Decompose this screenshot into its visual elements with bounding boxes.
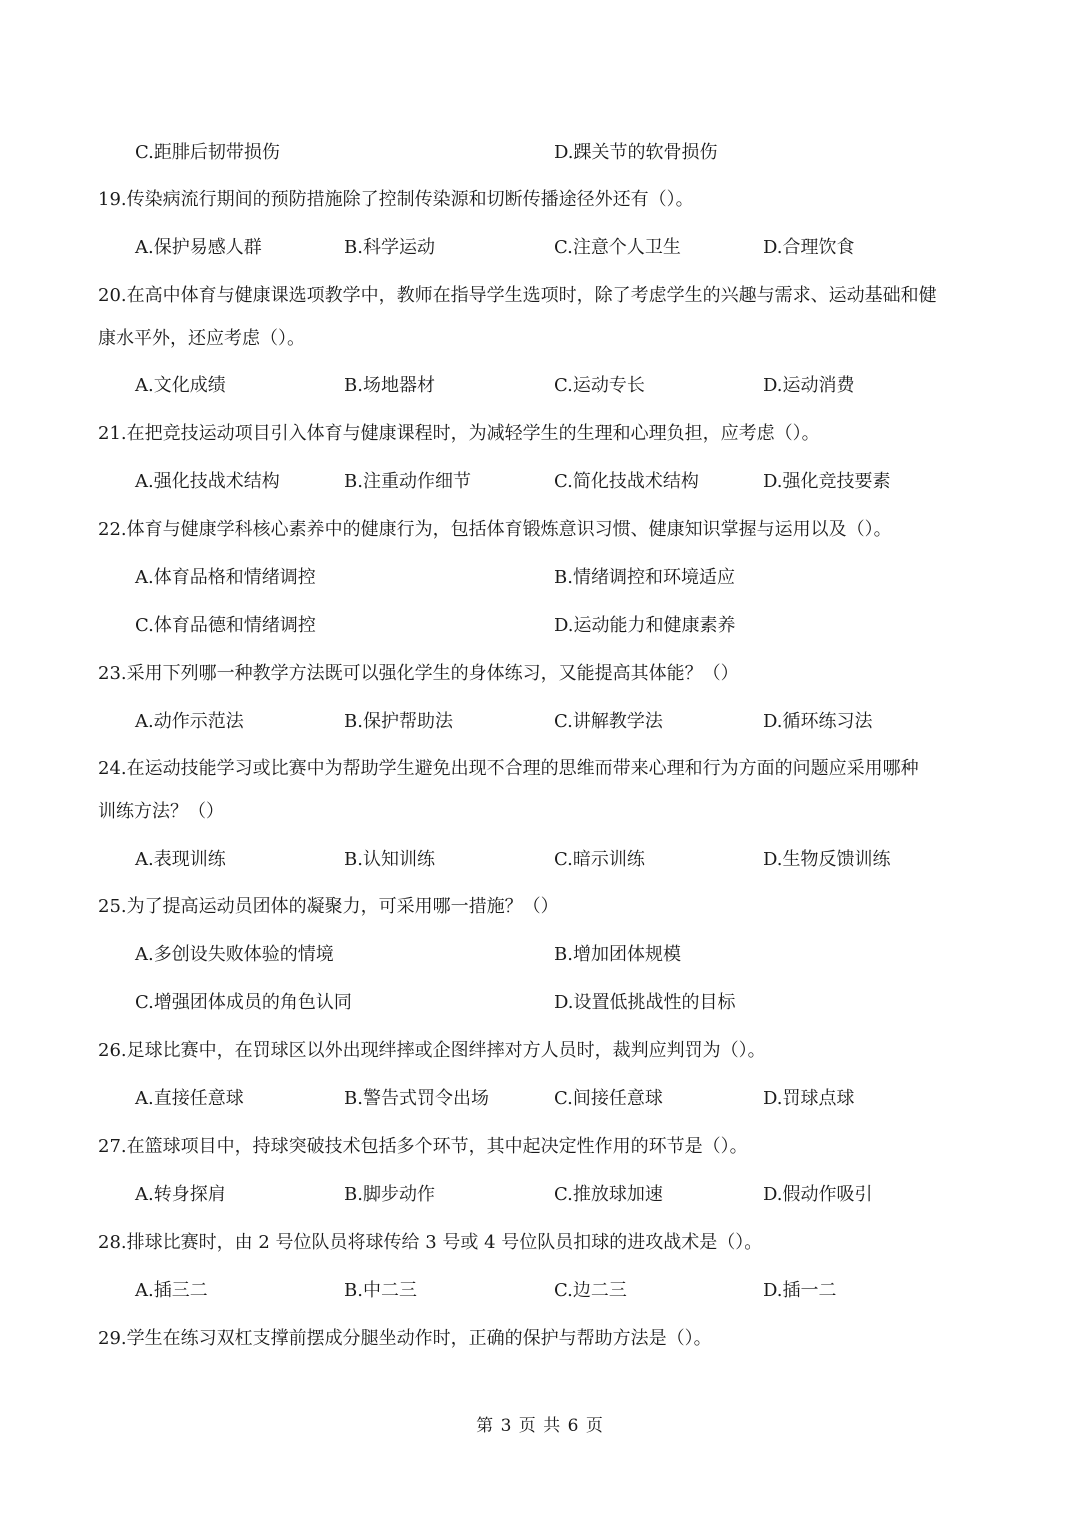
answer-option: D.踝关节的软骨损伤 xyxy=(554,142,718,163)
question-line xyxy=(0,658,1080,690)
answer-option: D.设置低挑战性的目标 xyxy=(554,992,736,1013)
answer-option: D.插一二 xyxy=(763,1280,837,1301)
answer-option: B.情绪调控和环境适应 xyxy=(554,567,735,588)
answer-option: A.表现训练 xyxy=(135,849,226,870)
answer-option: D.运动消费 xyxy=(763,375,855,396)
answer-option: D.合理饮食 xyxy=(763,237,855,258)
question-line xyxy=(0,418,1080,450)
answer-option: B.脚步动作 xyxy=(344,1184,435,1205)
question-line xyxy=(0,796,1080,828)
answer-option: C.间接任意球 xyxy=(554,1088,663,1109)
answer-option: D.运动能力和健康素养 xyxy=(554,615,736,636)
answer-option: C.暗示训练 xyxy=(554,849,645,870)
question-text: 训练方法？（） xyxy=(98,801,224,822)
answer-option: D.循环练习法 xyxy=(763,711,873,732)
question-line xyxy=(0,184,1080,216)
question-text: 康水平外，还应考虑（）。 xyxy=(98,328,305,349)
question-line xyxy=(0,1131,1080,1163)
answer-option: C.体育品德和情绪调控 xyxy=(135,615,316,636)
question-text: 26.足球比赛中，在罚球区以外出现绊摔或企图绊摔对方人员时，裁判应判罚为（）。 xyxy=(98,1040,766,1061)
answer-option: B.注重动作细节 xyxy=(344,471,471,492)
answer-option: A.保护易感人群 xyxy=(135,237,262,258)
options-row xyxy=(0,1083,1080,1115)
options-row xyxy=(0,1275,1080,1307)
question-text: 25.为了提高运动员团体的凝聚力，可采用哪一措施？（） xyxy=(98,896,559,917)
answer-option: A.直接任意球 xyxy=(135,1088,244,1109)
answer-option: C.运动专长 xyxy=(554,375,645,396)
question-text: 29.学生在练习双杠支撑前摆成分腿坐动作时，正确的保护与帮助方法是（）。 xyxy=(98,1328,712,1349)
answer-option: B.认知训练 xyxy=(344,849,435,870)
answer-option: C.注意个人卫生 xyxy=(554,237,681,258)
options-row xyxy=(0,466,1080,498)
answer-option: B.场地器材 xyxy=(344,375,435,396)
answer-option: D.假动作吸引 xyxy=(763,1184,873,1205)
answer-option: C.讲解教学法 xyxy=(554,711,663,732)
answer-option: A.转身探肩 xyxy=(135,1184,226,1205)
answer-option: A.插三二 xyxy=(135,1280,208,1301)
answer-option: B.增加团体规模 xyxy=(554,944,681,965)
answer-option: A.体育品格和情绪调控 xyxy=(135,567,316,588)
answer-option: B.警告式罚令出场 xyxy=(344,1088,489,1109)
options-row xyxy=(0,232,1080,264)
question-line xyxy=(0,514,1080,546)
answer-option: C.简化技战术结构 xyxy=(554,471,699,492)
options-row xyxy=(0,987,1080,1019)
question-text: 24.在运动技能学习或比赛中为帮助学生避免出现不合理的思维而带来心理和行为方面的问题应采用哪种 xyxy=(98,758,919,779)
question-text: 28.排球比赛时，由 2 号位队员将球传给 3 号或 4 号位队员扣球的进攻战术是（）。 xyxy=(98,1232,763,1253)
answer-option: C.距腓后韧带损伤 xyxy=(135,142,280,163)
options-row xyxy=(0,610,1080,642)
answer-option: A.文化成绩 xyxy=(135,375,226,396)
answer-option: A.动作示范法 xyxy=(135,711,244,732)
question-line xyxy=(0,1227,1080,1259)
options-row xyxy=(0,370,1080,402)
answer-option: C.推放球加速 xyxy=(554,1184,663,1205)
question-line xyxy=(0,1035,1080,1067)
question-text: 21.在把竞技运动项目引入体育与健康课程时，为减轻学生的生理和心理负担，应考虑（）。 xyxy=(98,423,820,444)
answer-option: D.强化竞技要素 xyxy=(763,471,891,492)
options-row xyxy=(0,562,1080,594)
options-row xyxy=(0,939,1080,971)
question-text: 22.体育与健康学科核心素养中的健康行为，包括体育锻炼意识习惯、健康知识掌握与运用以及（）。 xyxy=(98,519,892,540)
question-line xyxy=(0,323,1080,355)
answer-option: B.中二三 xyxy=(344,1280,417,1301)
question-text: 19.传染病流行期间的预防措施除了控制传染源和切断传播途径外还有（）。 xyxy=(98,189,694,210)
question-line xyxy=(0,891,1080,923)
question-text: 27.在篮球项目中，持球突破技术包括多个环节，其中起决定性作用的环节是（）。 xyxy=(98,1136,748,1157)
question-text: 23.采用下列哪一种教学方法既可以强化学生的身体练习，又能提高其体能？（） xyxy=(98,663,739,684)
question-line xyxy=(0,1323,1080,1355)
question-text: 20.在高中体育与健康课选项教学中，教师在指导学生选项时，除了考虑学生的兴趣与需求、运动基础和健 xyxy=(98,285,937,306)
answer-option: B.保护帮助法 xyxy=(344,711,453,732)
answer-option: D.罚球点球 xyxy=(763,1088,855,1109)
answer-option: D.生物反馈训练 xyxy=(763,849,891,870)
question-line xyxy=(0,280,1080,312)
question-line xyxy=(0,753,1080,785)
options-row xyxy=(0,137,1080,169)
page-footer: 第 3 页 共 6 页 xyxy=(476,1416,604,1436)
options-row xyxy=(0,706,1080,738)
answer-option: A.强化技战术结构 xyxy=(135,471,280,492)
answer-option: C.边二三 xyxy=(554,1280,627,1301)
answer-option: C.增强团体成员的角色认同 xyxy=(135,992,352,1013)
answer-option: B.科学运动 xyxy=(344,237,435,258)
options-row xyxy=(0,844,1080,876)
answer-option: A.多创设失败体验的情境 xyxy=(135,944,334,965)
options-row xyxy=(0,1179,1080,1211)
